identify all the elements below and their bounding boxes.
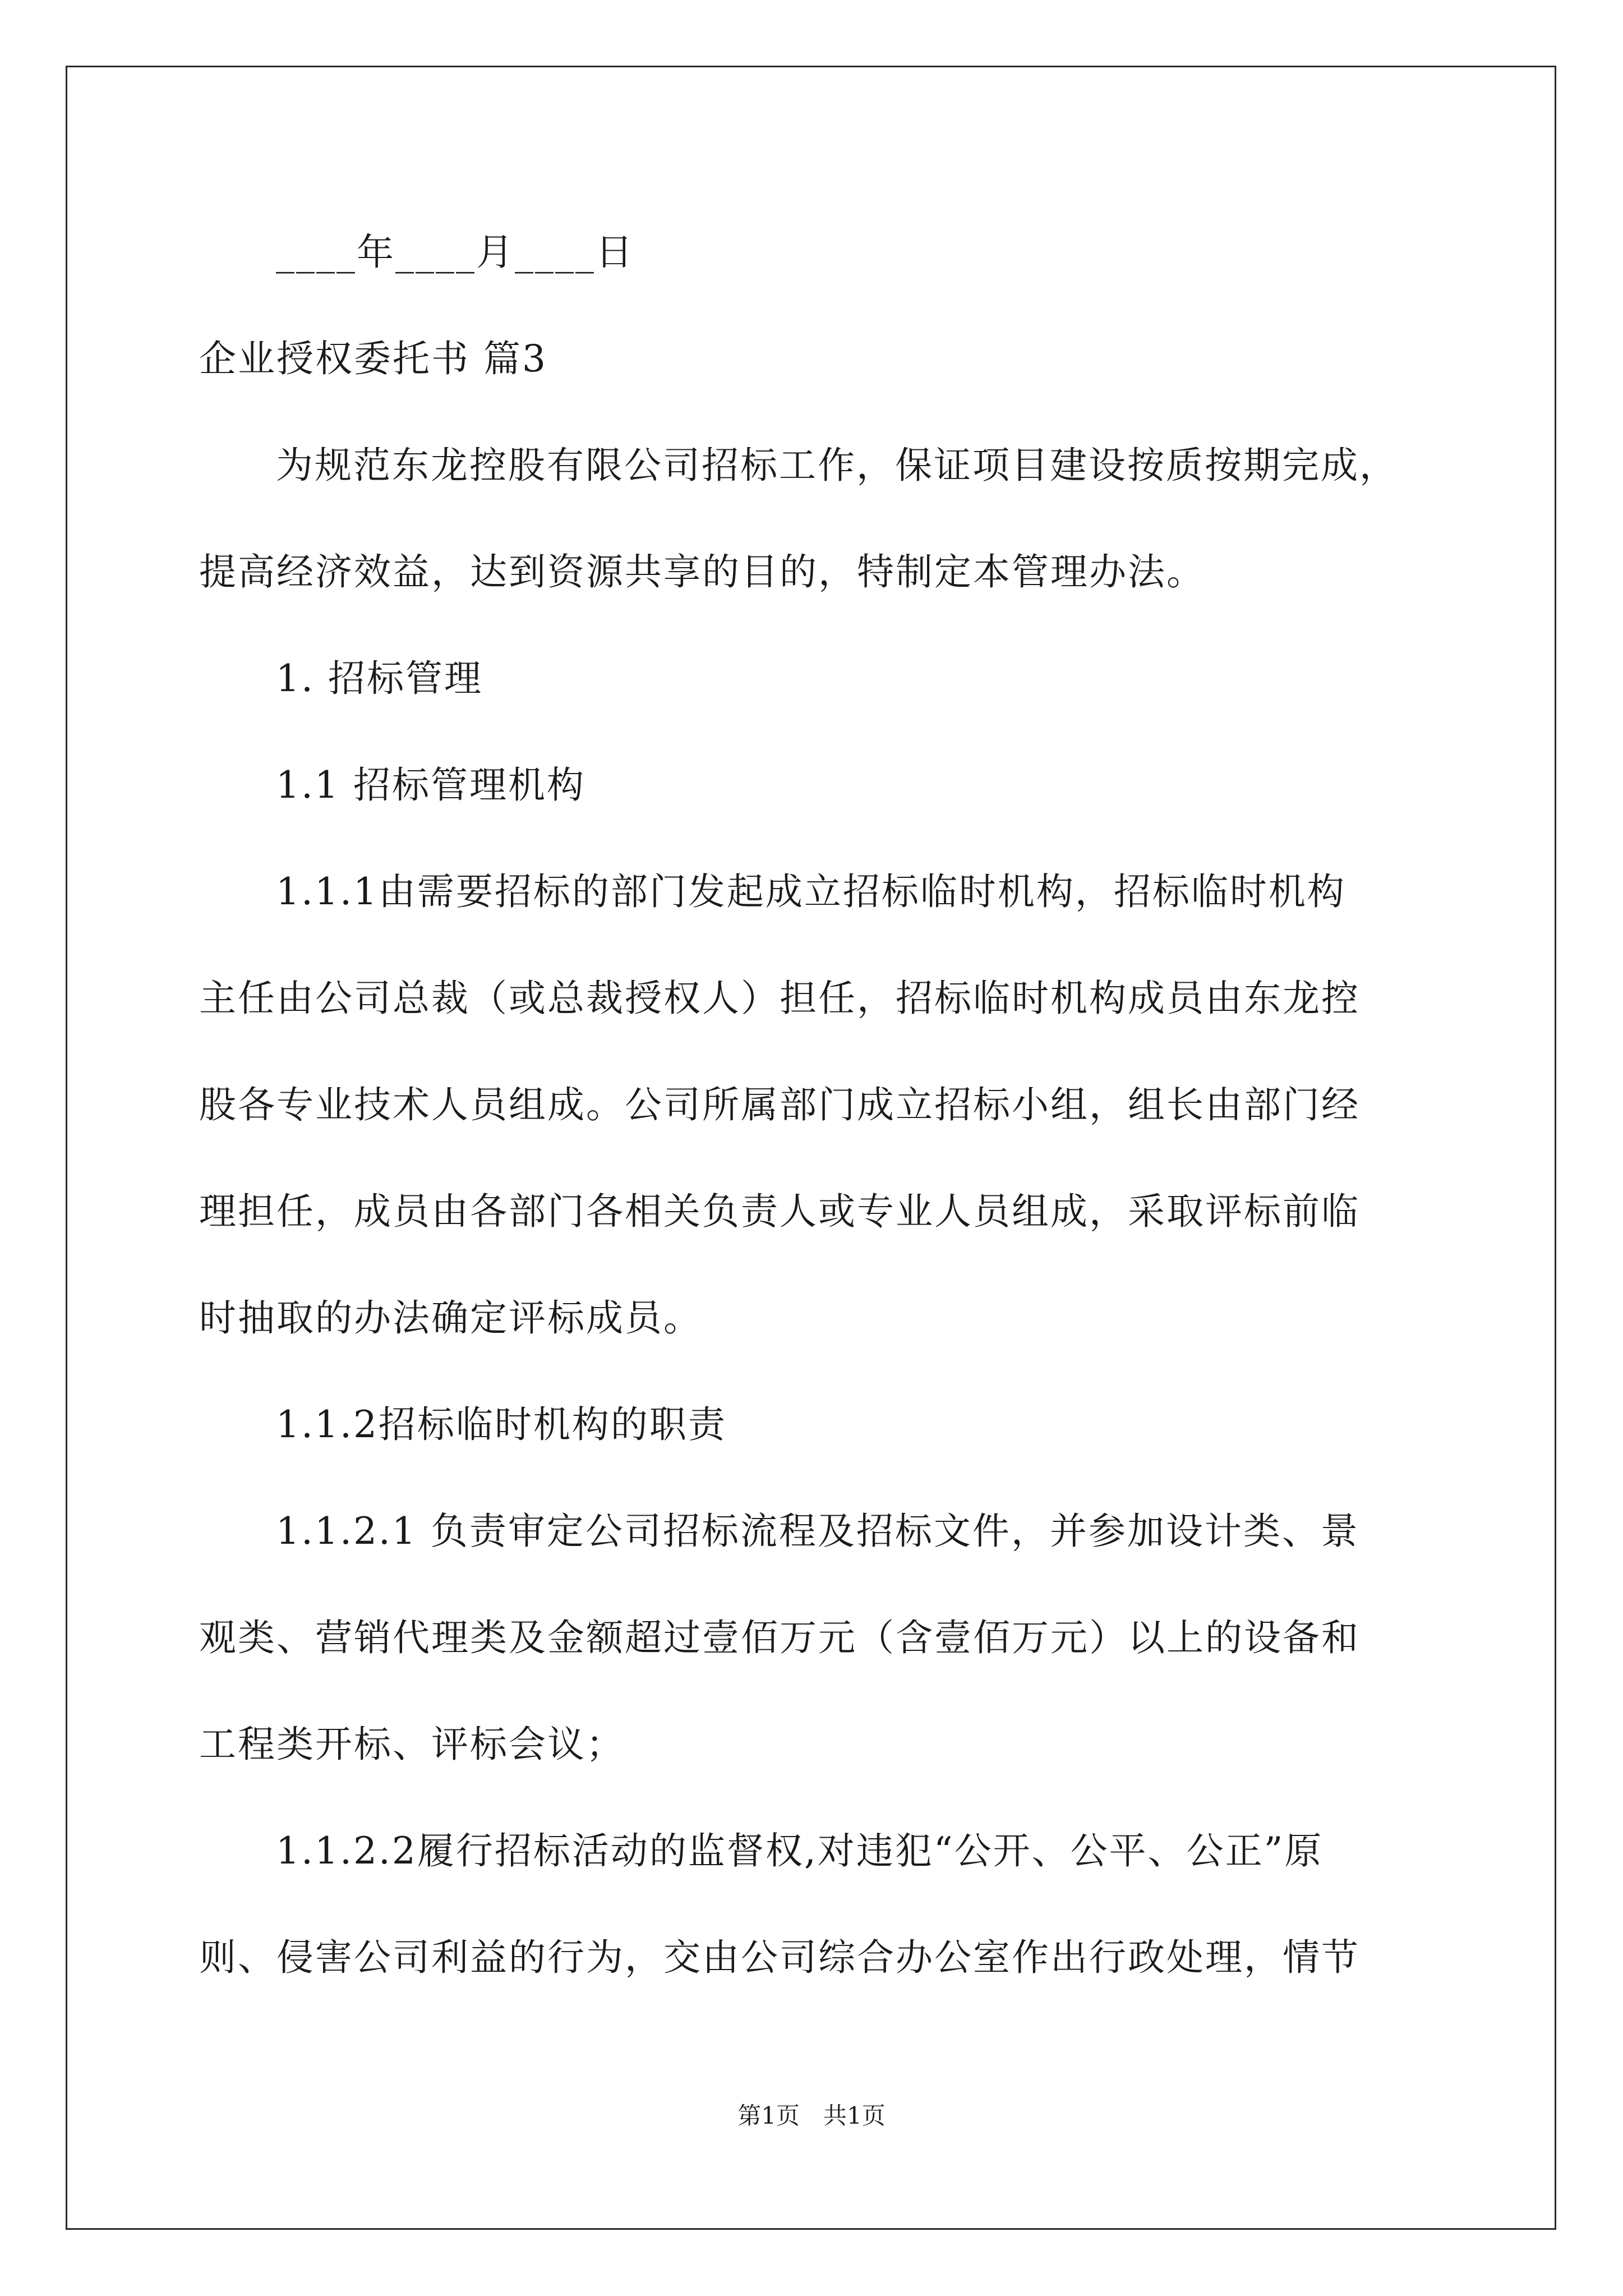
paragraph-line: 主任由公司总裁（或总裁授权人）担任，招标临时机构成员由东龙控: [199, 977, 1360, 1020]
paragraph-line: 为规范东龙控股有限公司招标工作，保证项目建设按质按期完成，: [276, 444, 1398, 487]
paragraph-line: 1.1.2.1 负责审定公司招标流程及招标文件，并参加设计类、景: [276, 1510, 1359, 1553]
paragraph-line: 工程类开标、评标会议；: [199, 1723, 625, 1766]
paragraph-line: 1.1.2.2履行招标活动的监督权,对违犯“公开、公平、公正”原: [276, 1829, 1324, 1872]
section-heading: 企业授权委托书 篇3: [199, 337, 547, 380]
paragraph-line: 股各专业技术人员组成。公司所属部门成立招标小组，组长由部门经: [199, 1083, 1360, 1126]
heading-1: 1. 招标管理: [276, 657, 483, 700]
heading-1-1-2: 1.1.2招标临时机构的职责: [276, 1403, 727, 1446]
paragraph-line: 理担任，成员由各部门各相关负责人或专业人员组成，采取评标前临: [199, 1190, 1360, 1233]
page-number: 第1页 共1页: [737, 2102, 886, 2129]
paragraph-line: 提高经济效益，达到资源共享的目的，特制定本管理办法。: [199, 550, 1205, 593]
paragraph-line: 时抽取的办法确定评标成员。: [199, 1296, 702, 1340]
paragraph-line: 1.1.1由需要招标的部门发起成立招标临时机构，招标临时机构: [276, 870, 1346, 913]
date-line: ____年____月____日: [276, 231, 634, 274]
paragraph-line: 则、侵害公司利益的行为，交由公司综合办公室作出行政处理，情节: [199, 1936, 1360, 1979]
paragraph-line: 观类、营销代理类及金额超过壹佰万元（含壹佰万元）以上的设备和: [199, 1616, 1360, 1659]
heading-1-1: 1.1 招标管理机构: [276, 763, 585, 807]
page-border: [66, 66, 1556, 2230]
